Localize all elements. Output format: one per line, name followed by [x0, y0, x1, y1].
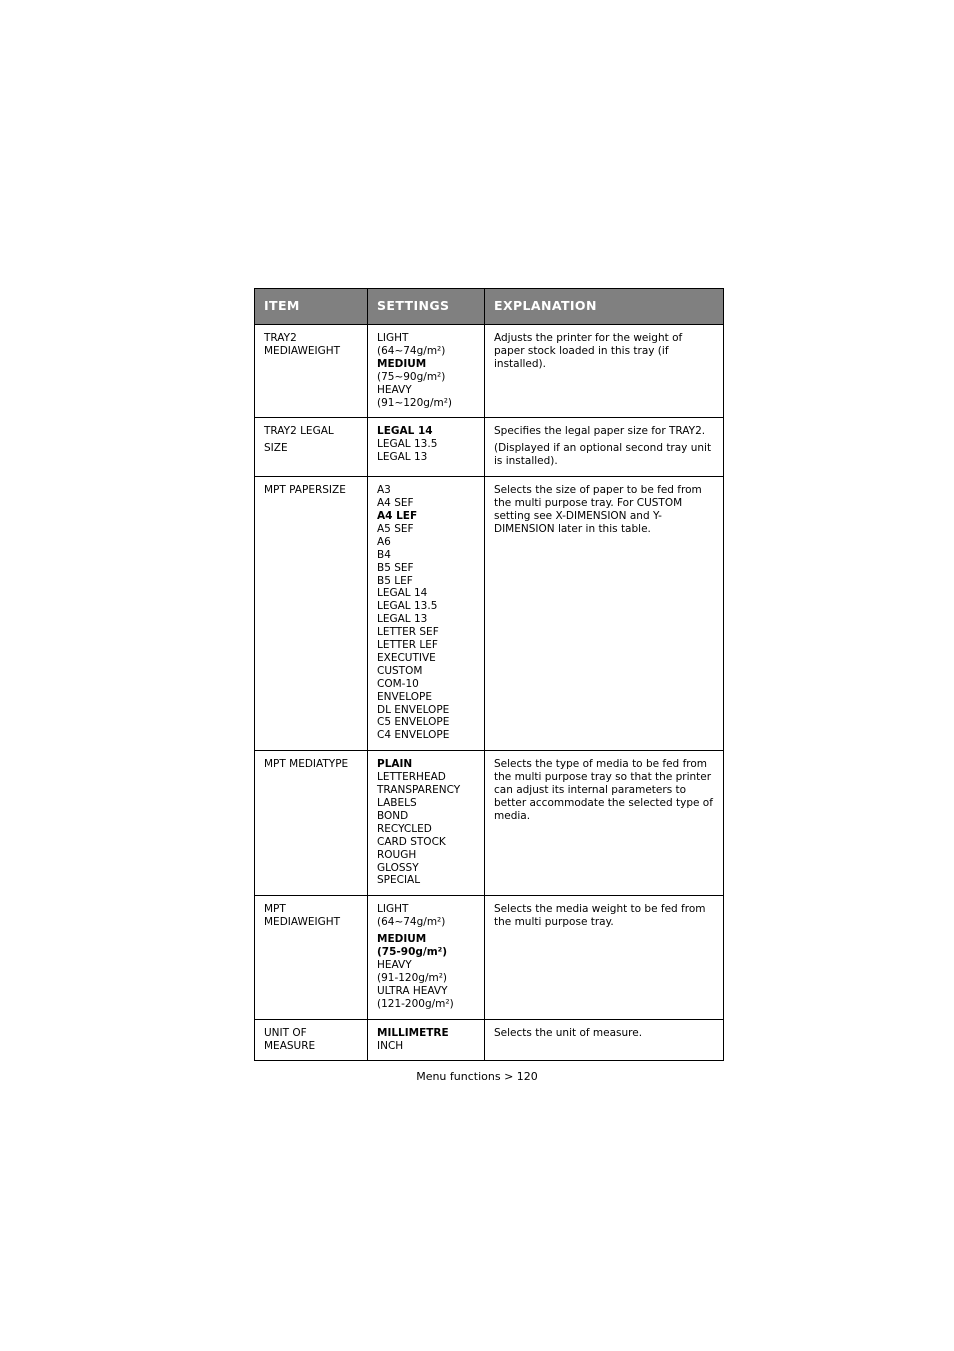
settings-cell	[368, 325, 485, 418]
settings-cell	[368, 418, 485, 477]
explanation-text: Selects the unit of measure.	[494, 1026, 643, 1039]
default-setting: (75-90g/m²)	[377, 946, 448, 959]
explanation-text: Selects the type of media to be fed from the multi purpose tray so that the printer can adjust its internal parameters to better accommodate the selected type of media.	[494, 758, 713, 822]
setting-option: HEAVY	[377, 383, 412, 396]
setting-option: A6	[377, 535, 391, 548]
setting-option: BOND	[377, 809, 409, 822]
item-text: MPT MEDIATYPE	[264, 758, 349, 771]
setting-option: LEGAL 13	[377, 451, 428, 464]
setting-option: COM-10	[377, 677, 419, 690]
explanation-cell	[485, 418, 724, 477]
menu-functions-table	[254, 288, 724, 1061]
setting-option: CARD STOCK	[377, 835, 446, 848]
item-text: UNIT OF	[264, 1026, 307, 1039]
explanation-text: Specifies the legal paper size for TRAY2.	[494, 425, 706, 438]
setting-option: C4 ENVELOPE	[377, 729, 450, 742]
item-cell	[255, 896, 368, 1019]
setting-option: CUSTOM	[377, 664, 423, 677]
setting-option: RECYCLED	[377, 822, 432, 835]
setting-option: (75~90g/m²)	[377, 370, 446, 383]
table-row	[255, 896, 724, 1019]
item-text: MEASURE	[264, 1039, 316, 1052]
explanation-text: (Displayed if an optional second tray unit is installed).	[494, 442, 712, 468]
explanation-cell	[485, 477, 724, 751]
default-setting: MEDIUM	[377, 933, 427, 946]
item-text: MEDIAWEIGHT	[264, 916, 341, 929]
item-text: MEDIAWEIGHT	[264, 344, 341, 357]
setting-option: LEGAL 14	[377, 587, 428, 600]
table-body	[255, 325, 724, 1061]
setting-option: B5 LEF	[377, 574, 413, 587]
setting-option: (91~120g/m²)	[377, 396, 453, 409]
item-text: SIZE	[264, 442, 288, 455]
default-setting: MEDIUM	[377, 357, 427, 370]
setting-option: GLOSSY	[377, 861, 419, 874]
settings-cell	[368, 896, 485, 1019]
default-setting: LEGAL 14	[377, 425, 433, 438]
default-setting: PLAIN	[377, 758, 413, 771]
item-text: TRAY2	[264, 332, 297, 344]
table-row	[255, 325, 724, 418]
setting-option: A5 SEF	[377, 522, 414, 535]
explanation-text: Selects the size of paper to be fed from the multi purpose tray. For CUSTOM setting see X-DIMENSION and Y-DIMENSION later in this table.	[494, 484, 702, 535]
setting-option: ENVELOPE	[377, 690, 433, 703]
default-setting: MILLIMETRE	[377, 1026, 449, 1039]
setting-option: (64~74g/m²)	[377, 916, 446, 929]
setting-option: TRANSPARENCY	[377, 784, 461, 797]
explanation-text: Selects the media weight to be fed from the multi purpose tray.	[494, 903, 706, 929]
setting-option: LETTERHEAD	[377, 771, 446, 784]
settings-cell	[368, 477, 485, 751]
setting-option: LEGAL 13.5	[377, 438, 438, 451]
setting-option: LIGHT	[377, 903, 409, 916]
explanation-cell	[485, 896, 724, 1019]
setting-option: EXECUTIVE	[377, 651, 436, 664]
table-row	[255, 751, 724, 896]
item-cell	[255, 1019, 368, 1061]
setting-option: LEGAL 13.5	[377, 600, 438, 613]
table-row	[255, 418, 724, 477]
table-row	[255, 477, 724, 751]
explanation-cell	[485, 325, 724, 418]
setting-option: B4	[377, 548, 391, 561]
setting-option: ROUGH	[377, 848, 417, 861]
setting-option: SPECIAL	[377, 874, 421, 887]
setting-option: HEAVY	[377, 958, 412, 971]
header-settings: SETTINGS	[368, 289, 485, 325]
setting-option: B5 SEF	[377, 561, 414, 574]
setting-option: LETTER SEF	[377, 626, 439, 639]
page-footer: Menu functions > 120	[416, 1070, 538, 1083]
table-row	[255, 1019, 724, 1061]
settings-cell	[368, 751, 485, 896]
item-text: TRAY2 LEGAL	[264, 425, 334, 438]
setting-option: DL ENVELOPE	[377, 703, 450, 716]
item-cell	[255, 325, 368, 418]
setting-option: INCH	[377, 1039, 404, 1052]
item-cell	[255, 751, 368, 896]
header-explanation: EXPLANATION	[485, 289, 724, 325]
item-text: MPT PAPERSIZE	[264, 484, 346, 497]
setting-option: LABELS	[377, 797, 417, 809]
item-cell	[255, 418, 368, 477]
setting-option: (64~74g/m²)	[377, 344, 446, 357]
item-cell	[255, 477, 368, 751]
header-item: ITEM	[255, 289, 368, 325]
item-text: MPT	[264, 903, 286, 916]
explanation-cell	[485, 1019, 724, 1061]
setting-option: ULTRA HEAVY	[377, 984, 448, 997]
setting-option: A3	[377, 484, 391, 497]
setting-option: LIGHT	[377, 332, 409, 344]
setting-option: LEGAL 13	[377, 613, 428, 626]
setting-option: A4 SEF	[377, 497, 414, 510]
explanation-cell	[485, 751, 724, 896]
setting-option: C5 ENVELOPE	[377, 716, 450, 729]
setting-option: LETTER LEF	[377, 639, 438, 652]
explanation-text: Adjusts the printer for the weight of paper stock loaded in this tray (if installed).	[494, 332, 683, 370]
settings-cell	[368, 1019, 485, 1061]
setting-option: (91-120g/m²)	[377, 971, 448, 984]
default-setting: A4 LEF	[377, 509, 418, 522]
setting-option: (121-200g/m²)	[377, 997, 454, 1010]
table-header-row	[255, 289, 724, 325]
